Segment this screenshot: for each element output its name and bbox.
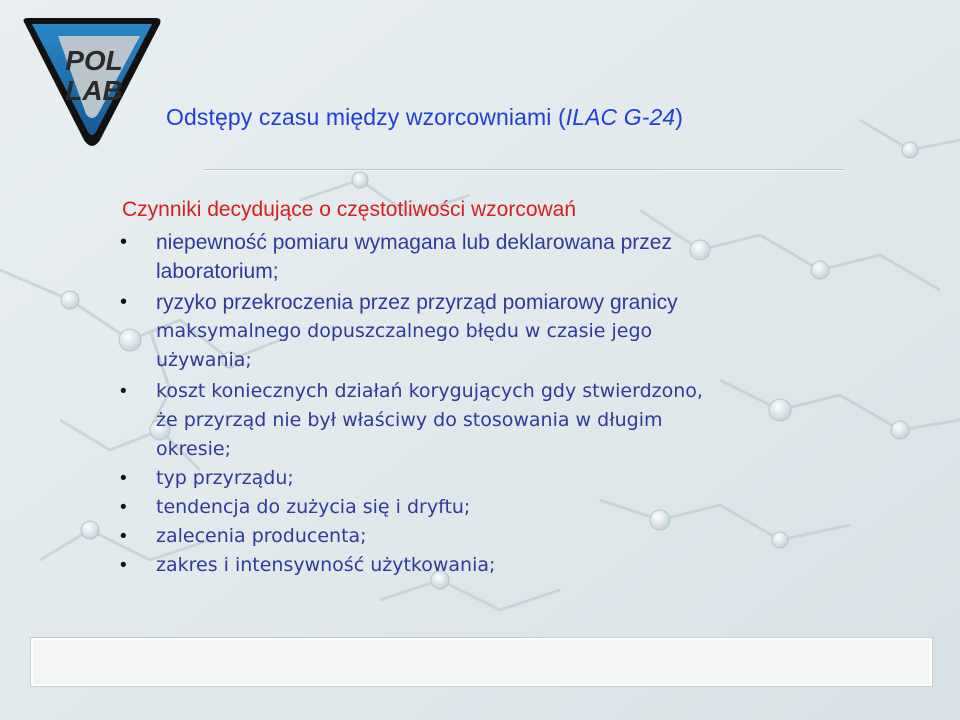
list-item xyxy=(118,288,858,375)
bullet-icon: • xyxy=(120,291,128,313)
factor-list xyxy=(118,228,858,580)
list-item-line: typ przyrządu; xyxy=(156,467,294,489)
bullet-icon: • xyxy=(120,555,127,576)
list-item-line: maksymalnego dopuszczalnego błędu w czasie jego xyxy=(156,320,653,342)
footer-panel xyxy=(30,637,933,687)
logo-text-lab: LAB xyxy=(65,75,123,106)
list-item-line: używania; xyxy=(156,349,252,371)
list-item-line: zakres i intensywność użytkowania; xyxy=(156,554,496,576)
list-item-line: laboratorium; xyxy=(156,260,279,283)
list-item-line: okresie; xyxy=(156,438,231,460)
list-item-line: ryzyko przekroczenia przez przyrząd pomiarowy granicy xyxy=(156,291,678,314)
pol-lab-logo-shape xyxy=(18,14,166,148)
list-item xyxy=(118,464,858,493)
list-item-line: koszt koniecznych działań korygujących gdy stwierdzono, xyxy=(156,380,703,402)
list-item-line: tendencja do zużycia się i dryftu; xyxy=(156,496,471,518)
list-item xyxy=(118,228,858,286)
bullet-icon: • xyxy=(120,381,127,402)
section-subheading: Czynniki decydujące o częstotliwości wzorcowań xyxy=(122,198,577,221)
bullet-icon: • xyxy=(120,231,128,253)
list-item xyxy=(118,493,858,522)
slide-title-main: Odstępy czasu między wzorcowniami ( xyxy=(166,104,566,130)
list-item-line: zalecenia producenta; xyxy=(156,525,367,547)
list-item xyxy=(118,377,858,464)
bullet-icon: • xyxy=(120,468,127,489)
slide-title-reference: ILAC G-24 xyxy=(565,104,676,130)
slide-title xyxy=(166,104,683,131)
title-divider xyxy=(204,169,845,171)
logo-text-pol: POL xyxy=(65,45,123,76)
list-item-line: że przyrząd nie był właściwy do stosowania w długim xyxy=(156,409,663,431)
pol-lab-logo xyxy=(18,14,166,148)
list-item-line: niepewność pomiaru wymagana lub deklarowana przez xyxy=(156,231,672,254)
bullet-icon: • xyxy=(120,526,127,547)
list-item xyxy=(118,522,858,551)
list-item xyxy=(118,551,858,580)
slide-title-end: ) xyxy=(675,104,684,130)
bullet-icon: • xyxy=(120,497,127,518)
